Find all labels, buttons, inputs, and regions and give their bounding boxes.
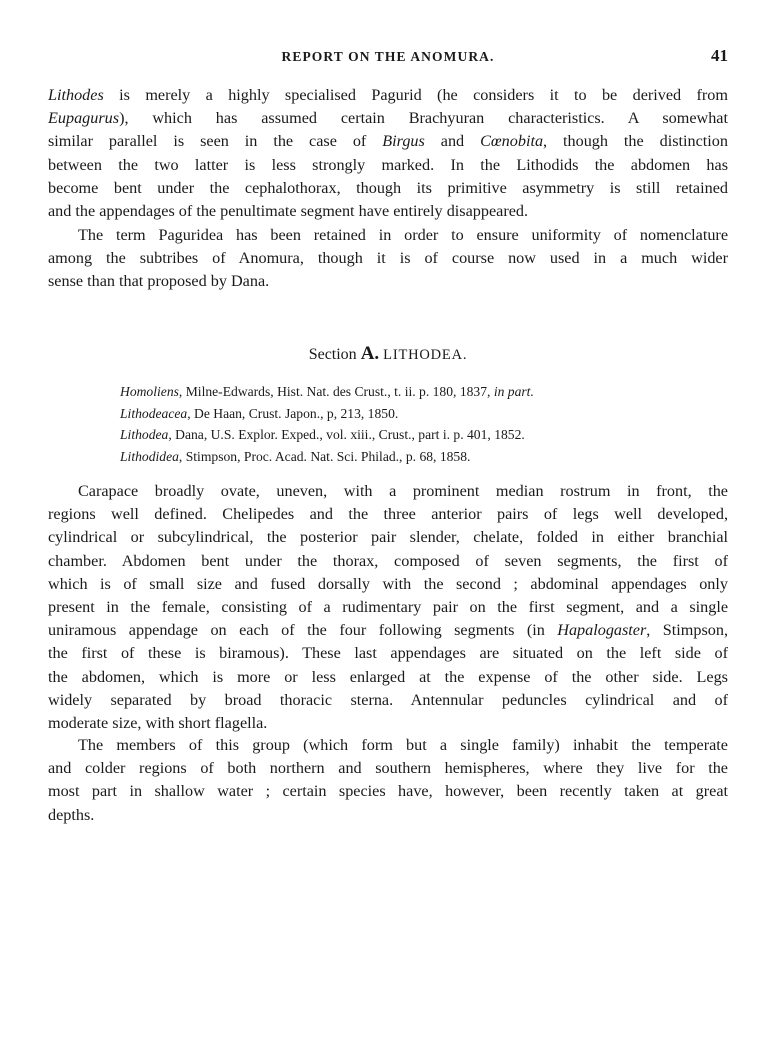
text-line: and the appendages of the penultimate segment have entirely disappeared.: [48, 202, 529, 221]
synonym-name: Lithodea: [120, 427, 169, 442]
paragraph-distribution: [48, 734, 728, 827]
synonymy-list: [120, 381, 720, 467]
synonym-name: Homoliens: [120, 384, 179, 399]
text-line: which is of small size and fused dorsally with the second ; abdominal appendages only: [48, 574, 728, 593]
text-run: is merely a highly specialised Pagurid (he considers it to be derived from: [103, 86, 728, 104]
taxon-name: Cœnobita: [480, 132, 544, 151]
taxon-name: Eupagurus: [48, 109, 120, 128]
synonym-citation: , Stimpson, Proc. Acad. Nat. Sci. Philad., p. 68, 1858.: [178, 448, 471, 464]
synonym-citation: , De Haan, Crust. Japon., p, 213, 1850.: [187, 405, 399, 421]
text-run: , though the distinction: [543, 132, 728, 151]
text-line: become bent under the cephalothorax, though its primitive asymmetry is still retained: [48, 178, 728, 197]
paragraph-paguridea-term: [48, 224, 728, 294]
text-line: [48, 619, 728, 642]
taxon-name: Hapalogaster: [557, 621, 647, 640]
text-line: the abdomen, which is more or less enlarged at the expense of the other side. Legs: [48, 667, 728, 686]
text-line: present in the female, consisting of a rudimentary pair on the first segment, and a single: [48, 598, 728, 617]
text-run: similar parallel is seen in the case of: [48, 132, 383, 151]
synonym-note: in part.: [493, 384, 534, 399]
text-line: and colder regions of both northern and southern hemispheres, where they live for the: [48, 759, 728, 778]
synonymy-entry: [120, 446, 720, 468]
paragraph-lithodea-description: [48, 480, 728, 735]
synonym-citation: , Milne-Edwards, Hist. Nat. des Crust., t. ii. p. 180, 1837,: [178, 384, 494, 399]
section-letter: A.: [360, 343, 380, 364]
running-title: REPORT ON THE ANOMURA.: [281, 49, 495, 64]
taxon-name: Lithodes: [48, 86, 104, 104]
text-line: sense than that proposed by Dana.: [48, 272, 270, 291]
text-line: regions well defined. Chelipedes and the three anterior pairs of legs well developed,: [48, 505, 728, 524]
text-line: [48, 130, 728, 153]
text-run: , Stimpson,: [646, 621, 728, 640]
paragraph-lithodes-pagurid: [48, 84, 728, 223]
text-line: [48, 84, 728, 107]
text-line: widely separated by broad thoracic sterna. Antennular peduncles cylindrical and of: [48, 690, 728, 709]
section-prefix: Section: [308, 346, 361, 363]
section-name: LITHODEA.: [383, 347, 468, 363]
taxon-name: Birgus: [382, 132, 425, 151]
text-line: The members of this group (which form but a single family) inhabit the temperate: [78, 736, 728, 754]
text-line: cylindrical or subcylindrical, the posterior pair slender, chelate, folded in either branchial: [48, 528, 728, 547]
page-number: 41: [711, 46, 728, 65]
synonym-name: Lithodeacea: [120, 405, 188, 421]
text-line: depths.: [48, 805, 95, 824]
text-line: among the subtribes of Anomura, though it is of course now used in a much wider: [48, 249, 728, 268]
text-line: Carapace broadly ovate, uneven, with a prominent median rostrum in front, the: [78, 482, 728, 500]
running-head: [48, 46, 728, 68]
text-line: between the two latter is less strongly marked. In the Lithodids the abdomen has: [48, 155, 728, 174]
text-run: and: [424, 132, 481, 151]
text-line: The term Paguridea has been retained in order to ensure uniformity of nomenclature: [78, 226, 728, 244]
text-line: the first of these is biramous). These last appendages are situated on the left side of: [48, 644, 728, 663]
text-line: most part in shallow water ; certain species have, however, been recently taken at great: [48, 782, 728, 801]
synonym-name: Lithodidea: [120, 448, 179, 464]
synonym-citation: , Dana, U.S. Explor. Exped., vol. xiii., Crust., part i. p. 401, 1852.: [168, 427, 525, 442]
section-heading: [48, 343, 728, 365]
text-line: moderate size, with short flagella.: [48, 714, 268, 733]
text-run: uniramous appendage on each of the four following segments (in: [48, 621, 558, 640]
synonymy-entry: [120, 403, 720, 425]
synonymy-entry: [120, 381, 720, 403]
text-run: ), which has assumed certain Brachyuran characteristics. A somewhat: [119, 109, 728, 128]
text-line: [48, 107, 728, 130]
text-line: chamber. Abdomen bent under the thorax, composed of seven segments, the first of: [48, 551, 728, 570]
synonymy-entry: [120, 424, 720, 446]
